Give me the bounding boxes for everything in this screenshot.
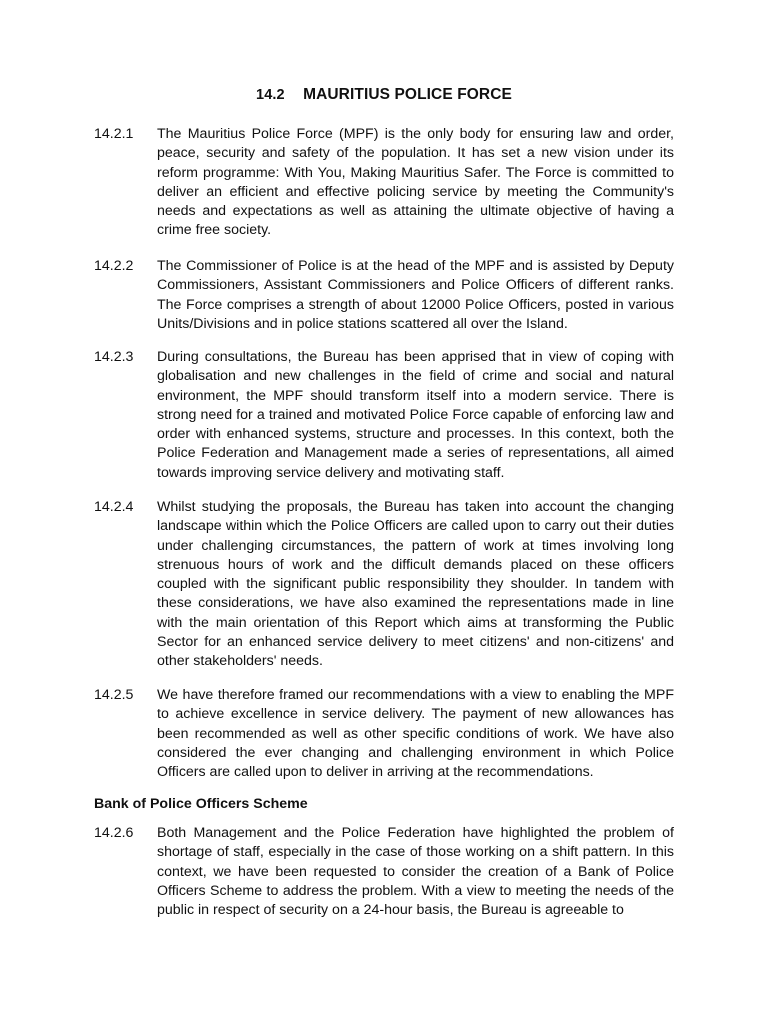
paragraph-text: We have therefore framed our recommendations with a view to enabling the MPF to achieve excellence in service delivery. The payment of new allowances has been recommended as well as other specific conditions of work. We have also considered the ever changing and challenging environment in which Police Officers are called upon to deliver in arriving at the recommendations. (157, 687, 674, 781)
paragraph-14-2-3 (94, 348, 674, 483)
paragraph-number: 14.2.5 (94, 687, 134, 703)
paragraph-number: 14.2.6 (94, 825, 134, 841)
paragraph-text: Whilst studying the proposals, the Bureau has taken into account the changing landscape within which the Police Officers are called upon to carry out their duties under challenging circumstances, the pattern of work at times involving long strenuous hours of work and the difficult demands placed on these officers coupled with the significant public responsibility they shoulder. In tandem with these considerations, we have also examined the representations made in line with the main orientation of this Report which aims at transforming the Public Sector for an enhanced service delivery to meet citizens' and non-citizens' and other stakeholders' needs. (157, 499, 674, 670)
paragraph-text: Both Management and the Police Federation have highlighted the problem of shortage of staff, especially in the case of those working on a shift pattern. In this context, we have been requested to consider the creation of a Bank of Police Officers Scheme to address the problem. With a view to meeting the needs of the public in respect of security on a 24-hour basis, the Bureau is agreeable to (157, 825, 674, 919)
paragraph-14-2-1 (94, 125, 674, 241)
section-number: 14.2 (256, 87, 285, 103)
paragraph-number: 14.2.2 (94, 258, 134, 274)
paragraph-14-2-5 (94, 686, 674, 782)
paragraph-text: The Commissioner of Police is at the head of the MPF and is assisted by Deputy Commissioners, Assistant Commissioners and Police Officers of different ranks. The Force comprises a strength of about 12000 Police Officers, posted in various Units/Divisions and in police stations scattered all over the Island. (157, 258, 674, 332)
section-heading: MAURITIUS POLICE FORCE (303, 86, 512, 103)
paragraph-number: 14.2.1 (94, 126, 134, 142)
paragraph-14-2-6 (94, 824, 674, 920)
paragraph-14-2-4 (94, 498, 674, 672)
paragraph-number: 14.2.3 (94, 349, 134, 365)
paragraph-text: During consultations, the Bureau has been apprised that in view of coping with globalisation and new challenges in the field of crime and social and natural environment, the MPF should transform itself into a modern service. There is strong need for a trained and motivated Police Force capable of enforcing law and order with enhanced systems, structure and processes. In this context, both the Police Federation and Management made a series of representations, all aimed towards improving service delivery and motivating staff. (157, 349, 674, 481)
section-title (0, 86, 768, 104)
paragraph-14-2-2 (94, 257, 674, 334)
paragraph-number: 14.2.4 (94, 499, 134, 515)
subheading-bank-of-police-officers: Bank of Police Officers Scheme (94, 796, 308, 812)
paragraph-text: The Mauritius Police Force (MPF) is the only body for ensuring law and order, peace, security and safety of the population. It has set a new vision under its reform programme: With You, Making Mauritius Safer. The Force is committed to deliver an efficient and effective policing service by meeting the Community's needs and expectations as well as attaining the ultimate objective of having a crime free society. (157, 126, 674, 239)
